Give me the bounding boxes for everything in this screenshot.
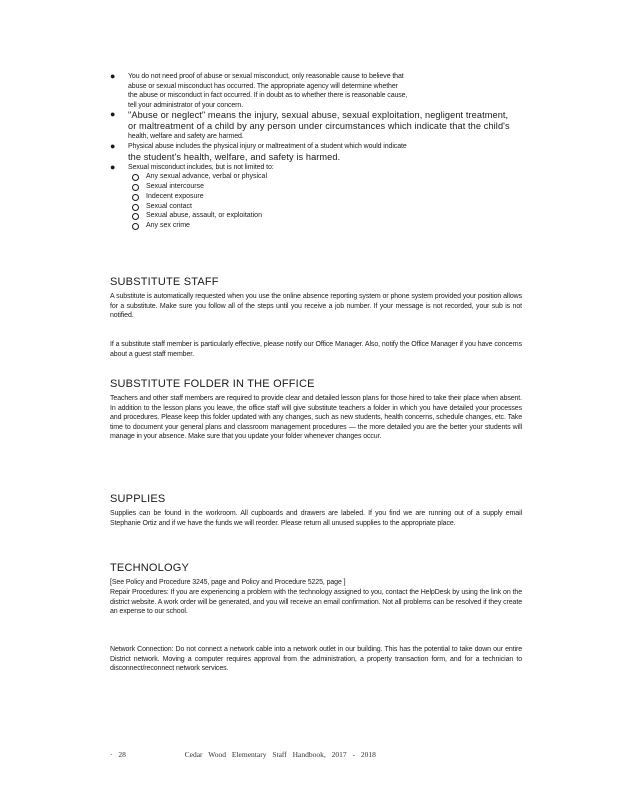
section-heading-supplies: SUPPLIES [110, 493, 166, 505]
substitute-staff-paragraph-1: A substitute is automatically requested when you use the online absence reporting system or phone system provided your position allows for a substitute. Make sure you follow all of the steps until you receive a job number. If your message is not recorded, your sub is not notified. [110, 293, 522, 320]
page-footer [110, 750, 410, 759]
bullet-icon: ● [110, 109, 116, 120]
technology-repair-paragraph: Repair Procedures: If you are experiencing a problem with the technology assigned to you, contact the HelpDesk by using the link on the district website. A work order will be generated, and you will receive an email confirmation. Not all problems can be resolved if they create an expense to our school. [110, 589, 522, 616]
misconduct-sub-item: Any sex crime [110, 221, 525, 231]
circle-bullet-icon [132, 204, 139, 211]
technology-policy-reference: [See Policy and Procedure 3245, page and Policy and Procedure 5225, page ] [110, 579, 346, 586]
circle-bullet-icon [132, 174, 139, 181]
section-heading-substitute-folder: SUBSTITUTE FOLDER IN THE OFFICE [110, 378, 315, 390]
misconduct-sub-list [110, 172, 525, 231]
circle-bullet-icon [132, 184, 139, 191]
supplies-paragraph: Supplies can be found in the workroom. All cupboards and drawers are labeled. If you find we are running out of a supply email Stephanie Ortiz and if we have the funds we will reorder. Please return all unused supplies to the appropriate place. [110, 510, 522, 527]
substitute-folder-paragraph: Teachers and other staff members are required to provide clear and detailed lesson plans for those hired to take their place when absent. In addition to the lesson plans you leave, the office staff will give substitute teachers a folder in which you have detailed your processes and procedures. Please keep this folder updated with any changes, such as new students, health concerns, schedule changes, etc. Take time to document your general plans and classroom management procedures — the more detailed you are the better your students will manage in your absence. Make sure that you update your folder whenever changes occur. [110, 395, 522, 441]
reporting-bullets [110, 72, 525, 231]
section-heading-substitute-staff: SUBSTITUTE STAFF [110, 276, 219, 288]
bullet-abuse-definition: ● "Abuse or neglect" means the injury, sexual abuse, sexual exploitation, negligent treatment, or maltreatment of a child by any person under circumstances which indicate that the child's health, welfare and safety are harmed. [110, 109, 510, 141]
bullet-proof-not-needed: ● You do not need proof of abuse or sexual misconduct, only reasonable cause to believe that abuse or sexual misconduct has occurred. The appropriate agency will determine whether the abuse or misconduct in fact occurred. If in doubt as to whether there is reasonable cause, tell your administrator of your concern. [110, 71, 408, 109]
circle-bullet-icon [132, 223, 139, 230]
misconduct-sub-item: Sexual intercourse [110, 182, 525, 192]
misconduct-sub-item: Any sexual advance, verbal or physical [110, 172, 525, 182]
misconduct-sub-item: Indecent exposure [110, 192, 525, 202]
circle-bullet-icon [132, 213, 139, 220]
bullet-sexual-misconduct: ● Sexual misconduct includes, but is not limited to: [110, 161, 274, 172]
circle-bullet-icon [132, 194, 139, 201]
misconduct-sub-item: Sexual abuse, assault, or exploitation [110, 211, 525, 221]
substitute-staff-paragraph-2: If a substitute staff member is particularly effective, please notify our Office Manager. Also, notify the Office Manager if you have concerns about a guest staff member. [110, 341, 522, 358]
technology-network-paragraph: Network Connection: Do not connect a network cable into a network outlet in our building. This has the potential to take down our entire District network. Moving a computer requires approval from the administration, a property transaction form, and for a technician to disconnect/reconnect network services. [110, 646, 522, 673]
misconduct-sub-item: Sexual contact [110, 202, 525, 212]
bullet-icon: ● [110, 161, 116, 172]
footer-title: Cedar Wood Elementary Staff Handbook, 2017 - 2018 [184, 750, 376, 759]
bullet-icon: ● [110, 140, 116, 151]
bullet-icon: ● [110, 71, 116, 81]
bullet-physical-abuse: ● Physical abuse includes the physical injury or maltreatment of a student which would indicate the student's health, welfare, and safety is harmed. [110, 140, 407, 162]
section-heading-technology: TECHNOLOGY [110, 562, 190, 574]
page-number: · 28 [110, 750, 126, 759]
